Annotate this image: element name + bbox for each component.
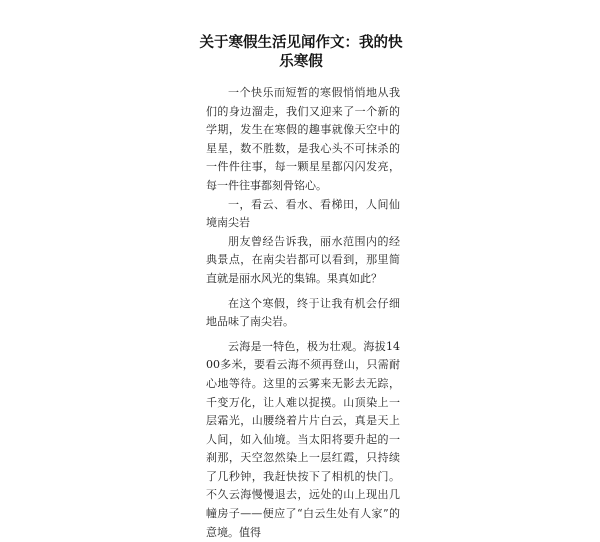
paragraph-cloud-sea: 云海是一特色，极为壮观。海拔1400多米，要看云海不须再登山，只需耐心地等待。这里的云雾来无影去无踪，千变万化，让人难以捉摸。山顶染上一层霜光，山腰绕着片片白云，真是天上人间，如入仙境。当太阳将要升起的一刹那，天空忽然染上一层红霞，只持续了几秒钟，我赶快按下了相机的快门。不久云海慢慢退去，远处的山上现出几幢房子——便应了“白云生处有人家”的意境。值得 bbox=[206, 339, 400, 539]
paragraph-intro: 一个快乐而短暂的寒假悄悄地从我们的身边溜走，我们又迎来了一个新的学期，发生在寒假的趣事就像天空中的星星，数不胜数，是我心头不可抹杀的一件件往事，每一颗星星都闪闪发亮，每一件往事都刻骨铭心。 bbox=[206, 86, 400, 192]
document-title: 关于寒假生活见闻作文：我的快乐寒假 bbox=[199, 35, 403, 70]
document-body bbox=[206, 84, 400, 542]
paragraph-friend: 朋友曾经告诉我，丽水范围内的经典景点，在南尖岩都可以看到，那里简直就是丽水风光的集锦。果真如此？ bbox=[206, 234, 400, 285]
paragraph-winter-break: 在这个寒假，终于让我有机会仔细地品味了南尖岩。 bbox=[206, 296, 400, 329]
section-heading: 一，看云、看水、看梯田，人间仙境南尖岩 bbox=[206, 197, 400, 230]
